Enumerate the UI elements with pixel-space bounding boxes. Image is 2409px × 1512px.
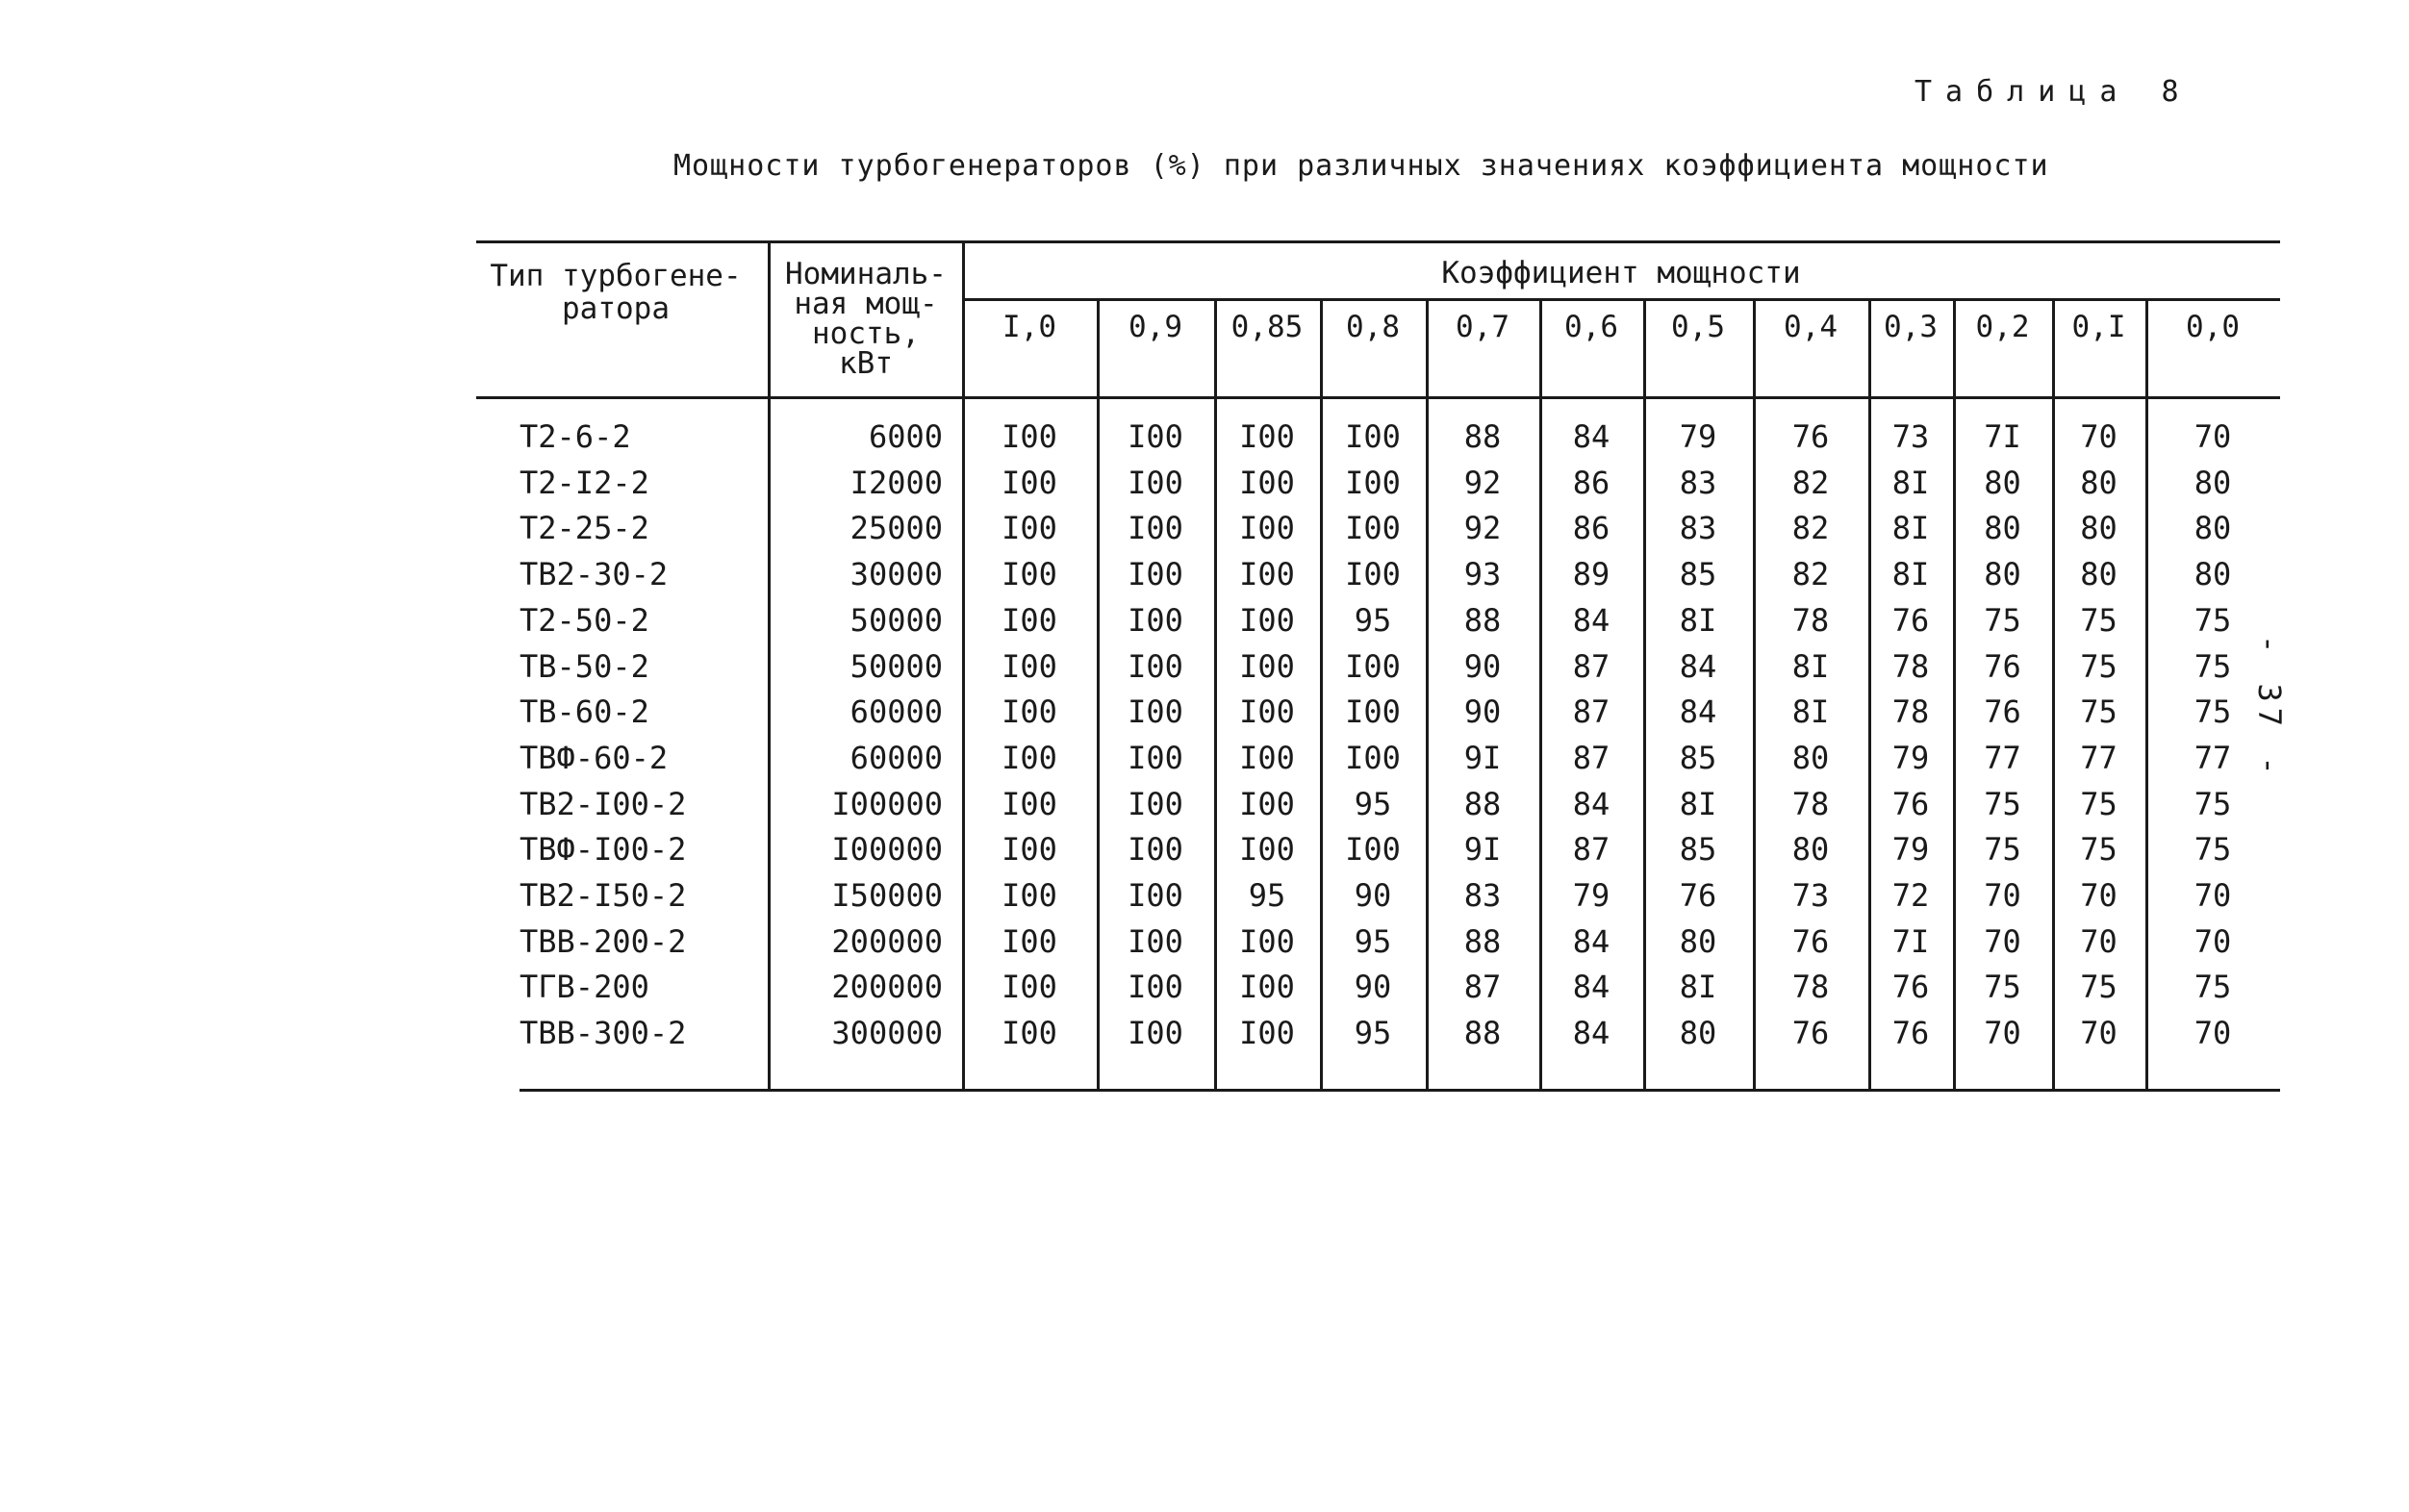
- cell-value: 84: [1572, 1015, 1610, 1052]
- cell-value: 76: [1891, 601, 1930, 639]
- cell-nominal-power: 60000: [849, 739, 943, 776]
- cell-value: 75: [2080, 785, 2117, 822]
- cell-value: 76: [1984, 647, 2021, 685]
- cell-value: 75: [1984, 785, 2021, 822]
- header-coef-2: 0,85: [1230, 310, 1304, 344]
- cell-value: 88: [1463, 1015, 1502, 1052]
- header-coef-4: 0,7: [1456, 310, 1509, 344]
- cell-value: 79: [1891, 739, 1930, 776]
- cell-value: I00: [1239, 785, 1295, 822]
- cell-value: 83: [1463, 877, 1502, 914]
- cell-type: ТВФ-60-2: [520, 739, 669, 776]
- cell-value: 70: [2193, 1015, 2232, 1052]
- cell-value: 80: [1984, 464, 2021, 501]
- cell-value: I00: [1002, 556, 1057, 593]
- cell-value: 80: [2080, 556, 2117, 593]
- cell-nominal-power: 200000: [831, 922, 943, 960]
- cell-value: 8I: [1679, 601, 1717, 639]
- cell-value: 95: [1354, 1015, 1392, 1052]
- cell-value: 9I: [1463, 739, 1502, 776]
- cell-value: 80: [1984, 556, 2021, 593]
- cell-value: 77: [1984, 739, 2021, 776]
- cell-value: 92: [1463, 464, 1502, 501]
- cell-value: I00: [1345, 693, 1401, 731]
- cell-value: I00: [1128, 464, 1183, 501]
- header-coef-1: 0,9: [1128, 310, 1182, 344]
- cell-value: 86: [1572, 464, 1610, 501]
- cell-value: 80: [1679, 922, 1717, 960]
- cell-value: I00: [1002, 739, 1057, 776]
- cell-value: 76: [1791, 922, 1830, 960]
- cell-value: I00: [1128, 601, 1183, 639]
- cell-value: 82: [1791, 510, 1830, 547]
- cell-value: I00: [1239, 510, 1295, 547]
- table-label: Таблица 8: [1915, 75, 2193, 109]
- cell-value: 78: [1791, 601, 1830, 639]
- cell-value: 85: [1679, 556, 1717, 593]
- cell-value: 70: [2193, 877, 2232, 914]
- cell-value: I00: [1239, 1015, 1295, 1052]
- cell-value: I00: [1239, 418, 1295, 455]
- cell-nominal-power: I2000: [849, 464, 943, 501]
- cell-value: 88: [1463, 922, 1502, 960]
- cell-value: 86: [1572, 510, 1610, 547]
- cell-value: I00: [1345, 647, 1401, 685]
- header-coef-6: 0,5: [1671, 310, 1725, 344]
- header-coef-0: I,0: [1002, 310, 1056, 344]
- cell-value: 80: [2193, 510, 2232, 547]
- cell-value: 75: [2193, 693, 2232, 731]
- header-type: Тип турбогене- ратора: [490, 259, 742, 326]
- table-top-rule: [476, 240, 2280, 243]
- cell-value: 89: [1572, 556, 1610, 593]
- cell-value: 70: [2080, 1015, 2117, 1052]
- table-caption: Мощности турбогенераторов (%) при различных значениях коэффициента мощности: [673, 149, 2049, 183]
- cell-value: 93: [1463, 556, 1502, 593]
- cell-value: I00: [1128, 510, 1183, 547]
- cell-value: 75: [1984, 601, 2021, 639]
- header-coef-5: 0,6: [1564, 310, 1618, 344]
- cell-value: 95: [1354, 785, 1392, 822]
- cell-value: 77: [2080, 739, 2117, 776]
- cell-value: I00: [1128, 693, 1183, 731]
- cell-value: 78: [1791, 969, 1830, 1006]
- cell-type: ТВФ-I00-2: [520, 831, 687, 869]
- cell-value: 84: [1572, 969, 1610, 1006]
- cell-value: I00: [1345, 418, 1401, 455]
- header-bottom-rule: [476, 396, 2280, 399]
- table-bottom-rule: [520, 1089, 2280, 1092]
- cell-value: I00: [1128, 831, 1183, 869]
- cell-value: 87: [1572, 831, 1610, 869]
- cell-value: 70: [1984, 877, 2021, 914]
- cell-value: 92: [1463, 510, 1502, 547]
- cell-value: I00: [1128, 418, 1183, 455]
- cell-value: 7I: [1984, 418, 2021, 455]
- cell-value: 75: [1984, 969, 2021, 1006]
- header-coef-10: 0,I: [2071, 310, 2126, 344]
- cell-value: 75: [2080, 969, 2117, 1006]
- cell-value: I00: [1239, 922, 1295, 960]
- cell-value: 78: [1891, 693, 1930, 731]
- cell-nominal-power: I50000: [831, 877, 943, 914]
- cell-value: I00: [1002, 693, 1057, 731]
- cell-value: I00: [1002, 969, 1057, 1006]
- header-coef-7: 0,4: [1784, 310, 1838, 344]
- cell-value: 72: [1891, 877, 1930, 914]
- cell-value: I00: [1128, 785, 1183, 822]
- column-rule: [1953, 298, 1956, 1089]
- cell-value: I00: [1002, 877, 1057, 914]
- cell-value: I00: [1002, 464, 1057, 501]
- header-coef-3: 0,8: [1346, 310, 1400, 344]
- cell-value: 90: [1354, 877, 1392, 914]
- cell-value: 79: [1572, 877, 1610, 914]
- cell-value: 80: [2080, 464, 2117, 501]
- cell-value: I00: [1239, 464, 1295, 501]
- cell-value: 75: [2080, 693, 2117, 731]
- header-coefficient: Коэффициент мощности: [1441, 256, 1801, 290]
- cell-value: 76: [1891, 969, 1930, 1006]
- cell-value: 75: [2193, 785, 2232, 822]
- cell-type: Т2-50-2: [520, 601, 649, 639]
- cell-value: 8I: [1679, 969, 1717, 1006]
- cell-type: ТВ2-30-2: [520, 556, 669, 593]
- cell-value: 84: [1572, 922, 1610, 960]
- cell-value: 75: [2193, 647, 2232, 685]
- cell-value: I00: [1002, 601, 1057, 639]
- cell-value: I00: [1128, 877, 1183, 914]
- cell-value: 82: [1791, 464, 1830, 501]
- cell-value: 8I: [1891, 510, 1930, 547]
- cell-value: 70: [1984, 1015, 2021, 1052]
- cell-value: I00: [1345, 831, 1401, 869]
- cell-value: 85: [1679, 739, 1717, 776]
- cell-value: 87: [1463, 969, 1502, 1006]
- cell-value: I00: [1128, 556, 1183, 593]
- cell-nominal-power: 300000: [831, 1015, 943, 1052]
- page-number: - 37 -: [2251, 635, 2288, 781]
- header-coef-9: 0,2: [1975, 310, 2030, 344]
- cell-nominal-power: I00000: [831, 785, 943, 822]
- cell-value: I00: [1239, 831, 1295, 869]
- cell-nominal-power: 50000: [849, 647, 943, 685]
- cell-value: 80: [2193, 464, 2232, 501]
- cell-value: 75: [2080, 647, 2117, 685]
- cell-value: 87: [1572, 693, 1610, 731]
- cell-type: Т2-6-2: [520, 418, 631, 455]
- cell-value: I00: [1128, 1015, 1183, 1052]
- header-split-rule: [962, 298, 2280, 301]
- column-rule: [2145, 298, 2148, 1089]
- cell-value: I00: [1239, 647, 1295, 685]
- cell-value: 79: [1679, 418, 1717, 455]
- cell-value: 8I: [1679, 785, 1717, 822]
- cell-value: 75: [2080, 831, 2117, 869]
- header-coef-11: 0,0: [2186, 310, 2240, 344]
- cell-nominal-power: 30000: [849, 556, 943, 593]
- cell-type: ТВ2-I00-2: [520, 785, 687, 822]
- cell-value: 80: [1984, 510, 2021, 547]
- cell-value: 70: [2080, 922, 2117, 960]
- cell-value: 73: [1791, 877, 1830, 914]
- cell-value: I00: [1002, 1015, 1057, 1052]
- cell-type: ТГВ-200: [520, 969, 649, 1006]
- cell-value: 79: [1891, 831, 1930, 869]
- cell-value: 88: [1463, 418, 1502, 455]
- cell-value: I00: [1002, 831, 1057, 869]
- cell-value: 95: [1354, 922, 1392, 960]
- cell-value: 8I: [1791, 647, 1830, 685]
- cell-value: 84: [1572, 418, 1610, 455]
- cell-value: 76: [1984, 693, 2021, 731]
- cell-value: 80: [2080, 510, 2117, 547]
- cell-value: I00: [1345, 556, 1401, 593]
- cell-value: 76: [1791, 418, 1830, 455]
- cell-value: 70: [1984, 922, 2021, 960]
- cell-value: I00: [1002, 418, 1057, 455]
- cell-value: I00: [1002, 510, 1057, 547]
- column-rule: [1214, 298, 1217, 1089]
- cell-type: ТВ-50-2: [520, 647, 649, 685]
- cell-value: 75: [1984, 831, 2021, 869]
- cell-value: I00: [1002, 647, 1057, 685]
- cell-value: I00: [1128, 739, 1183, 776]
- cell-value: 80: [2193, 556, 2232, 593]
- column-rule: [1320, 298, 1323, 1089]
- cell-nominal-power: 50000: [849, 601, 943, 639]
- cell-value: 78: [1891, 647, 1930, 685]
- cell-value: I00: [1239, 693, 1295, 731]
- cell-value: 83: [1679, 464, 1717, 501]
- cell-value: 8I: [1891, 556, 1930, 593]
- cell-value: 78: [1791, 785, 1830, 822]
- cell-value: 90: [1463, 693, 1502, 731]
- cell-value: 76: [1791, 1015, 1830, 1052]
- cell-value: 76: [1891, 785, 1930, 822]
- cell-value: 75: [2193, 601, 2232, 639]
- cell-value: 70: [2080, 877, 2117, 914]
- column-rule: [1753, 298, 1756, 1089]
- cell-value: 70: [2080, 418, 2117, 455]
- cell-value: I00: [1239, 556, 1295, 593]
- cell-value: 75: [2193, 831, 2232, 869]
- cell-value: 88: [1463, 601, 1502, 639]
- cell-value: 80: [1791, 831, 1830, 869]
- cell-type: ТВ2-I50-2: [520, 877, 687, 914]
- column-rule: [1539, 298, 1542, 1089]
- cell-value: 87: [1572, 647, 1610, 685]
- cell-value: 75: [2080, 601, 2117, 639]
- cell-value: I00: [1345, 739, 1401, 776]
- cell-value: I00: [1128, 647, 1183, 685]
- cell-value: 82: [1791, 556, 1830, 593]
- cell-value: I00: [1002, 922, 1057, 960]
- cell-value: I00: [1239, 969, 1295, 1006]
- cell-value: 75: [2193, 969, 2232, 1006]
- cell-type: Т2-25-2: [520, 510, 649, 547]
- cell-value: 84: [1572, 785, 1610, 822]
- cell-value: 90: [1354, 969, 1392, 1006]
- cell-nominal-power: I00000: [831, 831, 943, 869]
- cell-value: 84: [1679, 647, 1717, 685]
- cell-value: 83: [1679, 510, 1717, 547]
- column-rule: [2052, 298, 2055, 1089]
- column-rule: [962, 240, 965, 1089]
- cell-value: 80: [1791, 739, 1830, 776]
- cell-value: 76: [1891, 1015, 1930, 1052]
- cell-value: 8I: [1791, 693, 1830, 731]
- cell-value: 90: [1463, 647, 1502, 685]
- cell-value: 70: [2193, 922, 2232, 960]
- cell-value: 85: [1679, 831, 1717, 869]
- cell-type: Т2-I2-2: [520, 464, 649, 501]
- cell-nominal-power: 6000: [868, 418, 943, 455]
- column-rule: [1868, 298, 1871, 1089]
- cell-value: I00: [1128, 922, 1183, 960]
- cell-type: ТВВ-200-2: [520, 922, 687, 960]
- cell-value: 84: [1572, 601, 1610, 639]
- header-coef-8: 0,3: [1884, 310, 1938, 344]
- cell-value: 80: [1679, 1015, 1717, 1052]
- cell-value: 8I: [1891, 464, 1930, 501]
- cell-nominal-power: 200000: [831, 969, 943, 1006]
- cell-value: I00: [1345, 510, 1401, 547]
- cell-value: I00: [1239, 739, 1295, 776]
- cell-value: 7I: [1891, 922, 1930, 960]
- cell-value: 95: [1354, 601, 1392, 639]
- header-nominal-power: Номиналь- ная мощ- ность, кВт: [785, 257, 947, 381]
- cell-value: I00: [1002, 785, 1057, 822]
- cell-value: I00: [1239, 601, 1295, 639]
- cell-nominal-power: 60000: [849, 693, 943, 731]
- cell-type: ТВ-60-2: [520, 693, 649, 731]
- cell-value: I00: [1128, 969, 1183, 1006]
- cell-type: ТВВ-300-2: [520, 1015, 687, 1052]
- cell-value: 88: [1463, 785, 1502, 822]
- cell-value: 70: [2193, 418, 2232, 455]
- column-rule: [1643, 298, 1646, 1089]
- cell-value: 73: [1891, 418, 1930, 455]
- column-rule: [768, 240, 771, 1089]
- cell-value: 77: [2193, 739, 2232, 776]
- cell-value: 76: [1679, 877, 1717, 914]
- cell-value: 95: [1248, 877, 1286, 914]
- cell-value: 9I: [1463, 831, 1502, 869]
- column-rule: [1426, 298, 1429, 1089]
- column-rule: [1097, 298, 1100, 1089]
- cell-value: 84: [1679, 693, 1717, 731]
- cell-nominal-power: 25000: [849, 510, 943, 547]
- cell-value: 87: [1572, 739, 1610, 776]
- cell-value: I00: [1345, 464, 1401, 501]
